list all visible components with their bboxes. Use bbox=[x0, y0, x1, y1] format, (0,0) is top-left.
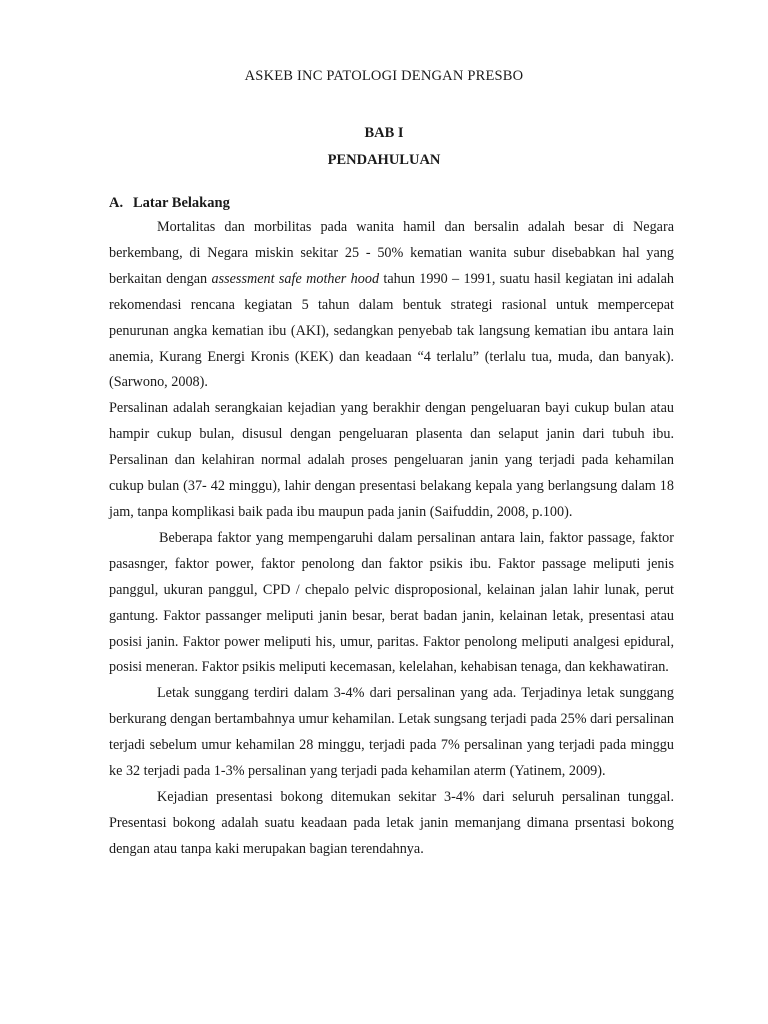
body-text bbox=[109, 215, 674, 863]
chapter-title: PENDAHULUAN bbox=[327, 152, 441, 168]
paragraph-text: Mortalitas dan morbilitas pada wanita hamil dan bersalin adalah besar di Negara berkembang, di Negara miskin sekitar 25 - 50% kematian wanita subur disebabkan hal yang berkaitan dengan bbox=[109, 219, 674, 287]
paragraph-text: tahun 1990 – 1991, suatu hasil kegiatan ini adalah rekomendasi rencana kegiatan 5 tahun dalam bentuk strategi rasional untuk mempercepat penurunan angka kematian ibu (AKI), sedangkan penyebab tak langsung kematian ibu antara lain anemia, Kurang Energi Kronis (KEK) dan keadaan “4 terlalu” (terlalu tua, muda, dan banyak). (Sarwono, 2008). bbox=[109, 270, 674, 391]
paragraph-faktor: Beberapa faktor yang mempengaruhi dalam persalinan antara lain, faktor passage, faktor pasasnger, faktor power, faktor penolong dan faktor psikis ibu. Faktor passage meliputi jenis panggul, ukuran panggul, CPD / chepalo pelvic disproposional, kelainan jalan lahir lunak, perut gantung. Faktor passanger meliputi janin besar, berat badan janin, kelainan letak, presentasi atau posisi janin. Faktor power meliputi his, umur, paritas. Faktor penolong meliputi analgesi epidural, posisi meneran. Faktor psikis meliputi kecemasan, kelelahan, kehabisan tenaga, dan kekhawatiran. bbox=[109, 529, 674, 676]
section-number: A. bbox=[109, 195, 124, 211]
chapter-heading bbox=[0, 120, 768, 174]
paragraph-presentasi-bokong: Kejadian presentasi bokong ditemukan sekitar 3-4% dari seluruh persalinan tunggal. Presentasi bokong adalah suatu keadaan pada letak janin memanjang dimana prsentasi bokong dengan atau tanpa kaki merupakan bagian terendahnya. bbox=[109, 788, 674, 857]
section-heading bbox=[109, 195, 230, 212]
section-title: Latar Belakang bbox=[133, 195, 230, 211]
chapter-number: BAB I bbox=[364, 125, 404, 141]
paragraph-persalinan: Persalinan adalah serangkaian kejadian yang berakhir dengan pengeluaran bayi cukup bulan atau hampir cukup bulan, disusul dengan pengeluaran plasenta dan selaput janin dari tubuh ibu. Persalinan dan kelahiran normal adalah proses pengeluaran janin yang terjadi pada kehamilan cukup bulan (37- 42 minggu), lahir dengan presentasi belakang kepala yang berlangsung dalam 18 jam, tanpa komplikasi baik pada ibu maupun pada janin (Saifuddin, 2008, p.100). bbox=[109, 400, 674, 520]
italic-term: assessment safe mother hood bbox=[211, 270, 380, 287]
paragraph-letak-sungsang: Letak sunggang terdiri dalam 3-4% dari persalinan yang ada. Terjadinya letak sunggang berkurang dengan bertambahnya umur kehamilan. Letak sungsang terjadi pada 25% dari persalinan terjadi sebelum umur kehamilan 28 minggu, terjadi pada 7% persalinan yang terjadi pada minggu ke 32 terjadi pada 1-3% persalinan yang terjadi pada kehamilan aterm (Yatinem, 2009). bbox=[109, 685, 674, 780]
document-title: ASKEB INC PATOLOGI DENGAN PRESBO bbox=[244, 68, 524, 84]
paragraph-mortality bbox=[109, 215, 674, 396]
